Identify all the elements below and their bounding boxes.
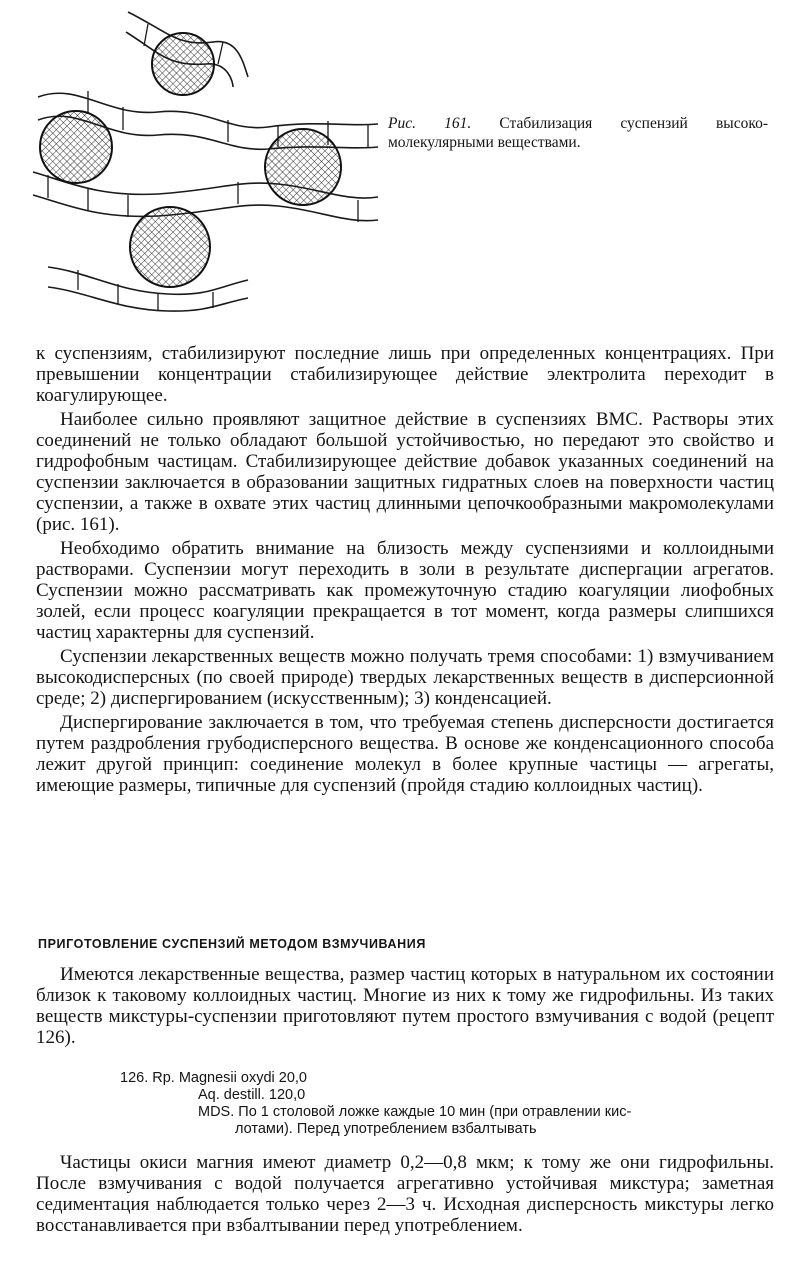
paragraph: Частицы окиси магния имеют диаметр 0,2—0,8 мкм; к тому же они гидрофильны. После взмучивания с водой получается агрегативно устойчивая микстура; заметная седиментация наблюдается только через 2—3 ч. Исходная дисперсность микстуры легко восстанавливается при взбалтывании перед употреблением. <box>36 1152 774 1236</box>
caption-label: Рис. 161. <box>388 115 472 132</box>
recipe-line: лотами). Перед употреблением взбалтывать <box>235 1121 537 1137</box>
caption-text: Стабилизация суспензий высоко-молекулярными веществами. <box>388 115 768 151</box>
paragraph: Необходимо обратить внимание на близость между суспензиями и коллоидными растворами. Суспензии могут переходить в золи в результате диспергации агрегатов. Суспензии можно рассматривать как промежуточную стадию коагуляции лиофобных золей, если процесс коагуляции прекращается в тот момент, когда размеры слипшихся частиц характерны для суспензий. <box>36 538 774 643</box>
body-text-middle <box>36 964 774 1051</box>
paragraph: Суспензии лекарственных веществ можно получать тремя способами: 1) взмучиванием высокодисперсных (по своей природе) твердых лекарственных веществ в дисперсионной среде; 2) диспергированием (искусственным); 3) конденсацией. <box>36 646 774 709</box>
section-heading: ПРИГОТОВЛЕНИЕ СУСПЕНЗИЙ МЕТОДОМ ВЗМУЧИВАНИЯ <box>38 937 426 951</box>
body-text-bottom <box>36 1152 774 1239</box>
figure-caption <box>388 114 768 152</box>
paragraph: к суспензиям, стабилизируют последние лишь при определенных концентрациях. При превышении концентрации стабилизирующее действие электролита переходит в коагулирующее. <box>36 343 774 406</box>
body-text-top <box>36 343 774 799</box>
recipe-line: Aq. destill. 120,0 <box>198 1087 306 1103</box>
paragraph: Наиболее сильно проявляют защитное действие в суспензиях ВМС. Растворы этих соединений не только обладают большой устойчивостью, но передают это свойство и гидрофобным частицам. Стабилизирующее действие добавок указанных соединений на суспензии заключается в образовании защитных гидратных слоев на поверхности частиц суспензии, а также в охвате этих частиц длинными цепочкообразными макромолекулами (рис. 161). <box>36 409 774 535</box>
recipe-126 <box>120 1070 760 1138</box>
recipe-line: MDS. По 1 столовой ложке каждые 10 мин (при отравлении кис- <box>198 1104 632 1120</box>
paragraph: Диспергирование заключается в том, что требуемая степень дисперсности достигается путем раздробления грубодисперсного вещества. В основе же конденсационного способа лежит другой принцип: соединение молекул в более крупные частицы — агрегаты, имеющие размеры, типичные для суспензий (пройдя стадию коллоидных частиц). <box>36 712 774 796</box>
suspension-stabilization-figure <box>28 2 390 312</box>
recipe-line: 126. Rp. Magnesii oxydi 20,0 <box>120 1070 307 1086</box>
paragraph: Имеются лекарственные вещества, размер частиц которых в натуральном их состоянии близок к таковому коллоидных частиц. Многие из них к тому же гидрофильны. Из таких веществ микстуры-суспензии приготовляют путем простого взмучивания с водой (рецепт 126). <box>36 964 774 1048</box>
